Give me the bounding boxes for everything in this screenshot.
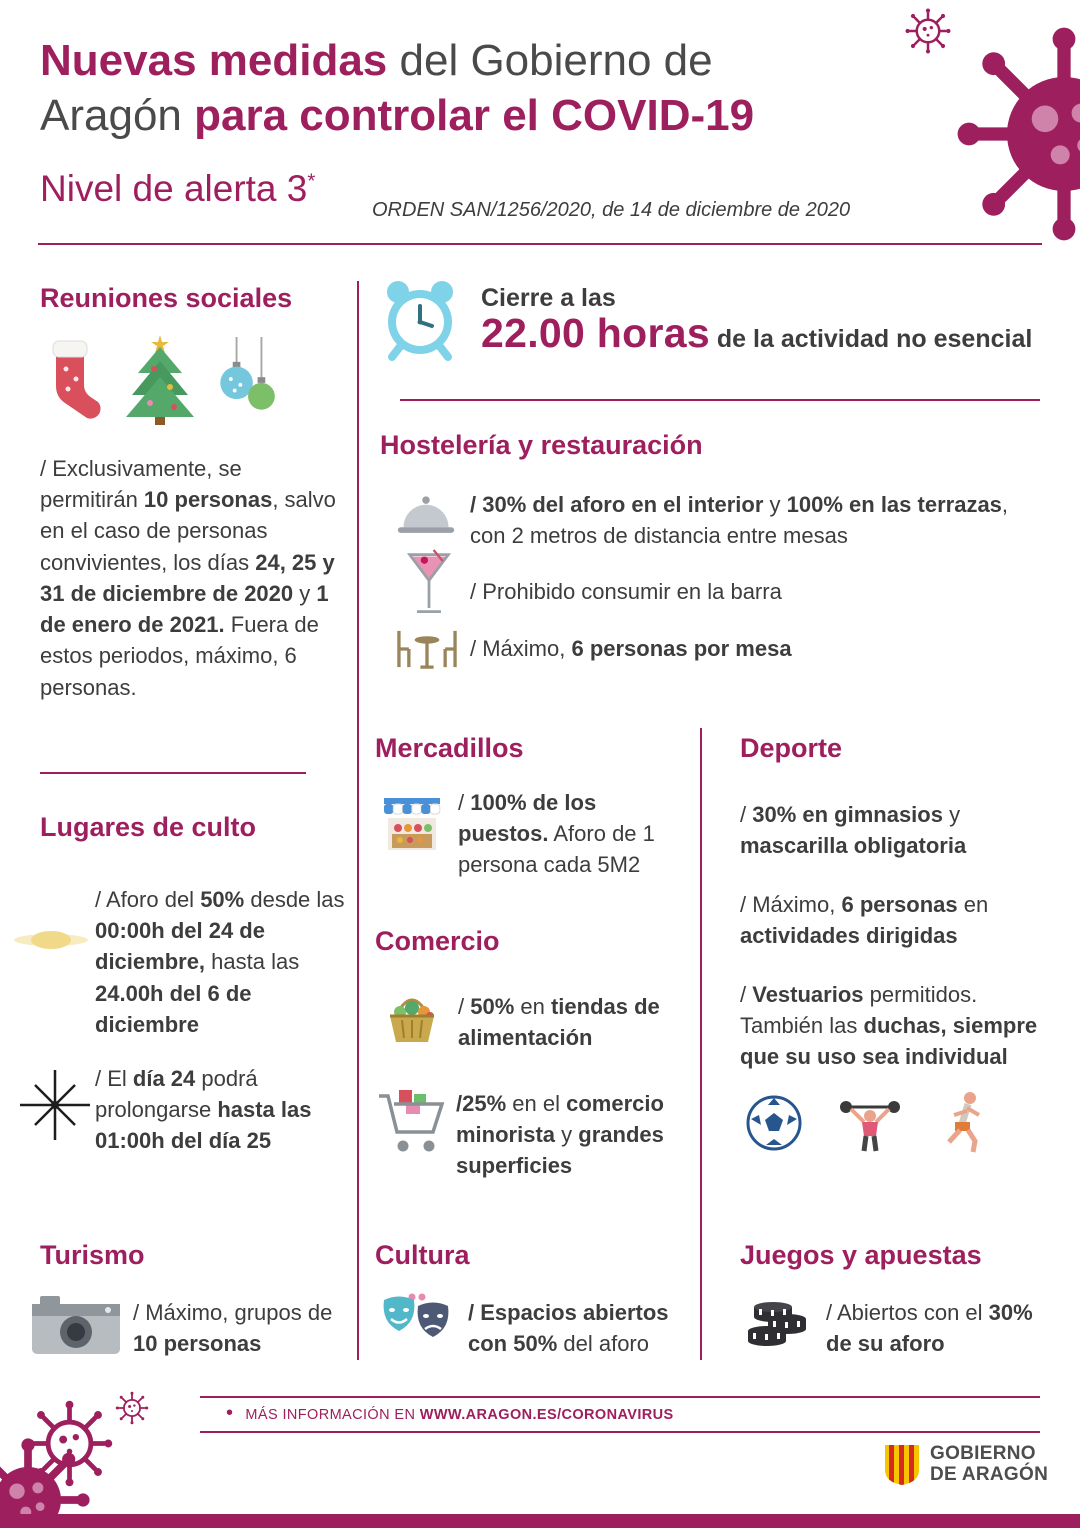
left-column-divider bbox=[40, 772, 306, 774]
band-divider bbox=[400, 399, 1040, 401]
footer-divider-bottom bbox=[200, 1431, 1040, 1433]
hosteleria-text-2: / Prohibido consumir en la barra bbox=[470, 579, 782, 604]
page-title-line2: Aragón para controlar el COVID-19 bbox=[40, 90, 755, 140]
section-heading-deporte: Deporte bbox=[740, 733, 843, 763]
vertical-divider-right bbox=[700, 728, 702, 1360]
logo-text-line1: GOBIERNO bbox=[930, 1443, 1036, 1465]
weightlifter-icon bbox=[838, 1091, 902, 1155]
alarm-clock-icon bbox=[380, 278, 460, 362]
page-title bbox=[40, 34, 890, 143]
shopping-cart-icon bbox=[375, 1084, 447, 1164]
footer-divider-top bbox=[200, 1396, 1040, 1398]
hosteleria-text-1-line2: con 2 metros de distancia entre mesas bbox=[470, 523, 848, 549]
more-info-line: • MÁS INFORMACIÓN EN WWW.ARAGON.ES/CORONAVIRUS bbox=[226, 1402, 674, 1424]
comercio-text-1: / 50% en tiendas de alimentación bbox=[458, 994, 660, 1051]
deporte-text-1: / 30% en gimnasios y mascarilla obligatoria bbox=[740, 802, 967, 859]
hosteleria-text-1 bbox=[470, 489, 1048, 551]
bottom-accent-bar bbox=[0, 1514, 1080, 1528]
section-heading-reuniones: Reuniones sociales bbox=[40, 283, 293, 313]
closing-time-value: 22.00 horas de la actividad no esencial bbox=[481, 310, 1033, 356]
christmas-icons-row bbox=[40, 333, 282, 425]
deporte-text-2: / Máximo, 6 personas en actividades dirigidas bbox=[740, 892, 989, 949]
closing-time-label: Cierre a las bbox=[481, 284, 616, 312]
alert-level: Nivel de alerta 3* bbox=[40, 168, 316, 209]
reuniones-text: / Exclusivamente, se permitirán 10 personas, salvo en el caso de personas convivientes, los días 24, 25 y 31 de diciembre de 2020 y 1 de enero de 2021. Fuera de estos periodos, máximo, 6 personas. bbox=[40, 456, 336, 700]
cultura-text: / Espacios abiertos con 50% del aforo bbox=[468, 1300, 669, 1357]
grocery-basket-icon bbox=[382, 986, 442, 1048]
header-divider bbox=[38, 243, 1042, 245]
poker-chips-icon bbox=[744, 1292, 810, 1352]
camera-icon bbox=[30, 1294, 122, 1358]
virus-icon bbox=[114, 1390, 150, 1426]
section-heading-cultura: Cultura bbox=[375, 1240, 470, 1270]
sport-icons-row bbox=[744, 1090, 992, 1156]
stocking-icon bbox=[40, 337, 104, 425]
logo-text bbox=[930, 1444, 1048, 1486]
section-heading-turismo: Turismo bbox=[40, 1240, 145, 1270]
market-stall-icon bbox=[382, 794, 442, 856]
ornaments-icon bbox=[216, 337, 282, 425]
juegos-text: / Abiertos con el 30% de su aforo bbox=[826, 1300, 1033, 1357]
runner-icon bbox=[936, 1090, 992, 1156]
turismo-text: / Máximo, grupos de 10 personas bbox=[133, 1300, 333, 1357]
mercadillos-text: / 100% de los puestos. Aforo de 1 persona cada 5M2 bbox=[458, 790, 655, 878]
section-heading-juegos: Juegos y apuestas bbox=[740, 1240, 982, 1270]
hosteleria-text-3: / Máximo, 6 personas por mesa bbox=[470, 636, 792, 661]
order-reference: ORDEN SAN/1256/2020, de 14 de diciembre de 2020 bbox=[372, 199, 851, 221]
virus-icon bbox=[950, 20, 1080, 248]
serving-dome-icon bbox=[396, 490, 456, 542]
section-heading-mercadillos: Mercadillos bbox=[375, 733, 524, 763]
cocktail-icon bbox=[406, 546, 452, 624]
hosteleria-text-1-line1: / 30% del aforo en el interior y 100% en las terrazas, bbox=[470, 492, 1009, 517]
section-heading-comercio: Comercio bbox=[375, 926, 500, 956]
glow-icon bbox=[12, 924, 90, 956]
section-heading-culto: Lugares de culto bbox=[40, 812, 257, 842]
deporte-text-3: / Vestuarios permitidos. También las duchas, siempre que su uso sea individual bbox=[740, 982, 1038, 1070]
christmas-tree-icon bbox=[124, 333, 196, 425]
page-title-line1: Nuevas medidas del Gobierno de bbox=[40, 36, 713, 85]
vertical-divider-left bbox=[357, 281, 359, 1360]
culto-text-1: / Aforo del 50% desde las 00:00h del 24 de diciembre, hasta las 24.00h del 6 de diciembre bbox=[95, 887, 345, 1037]
comercio-text-2: /25% en el comercio minorista y grandes superficies bbox=[456, 1091, 664, 1179]
soccer-ball-icon bbox=[744, 1093, 804, 1153]
logo-text-line2: DE ARAGÓN bbox=[930, 1464, 1049, 1485]
culto-text-2: / El día 24 podrá prolongarse hasta las 01:00h del día 25 bbox=[95, 1066, 312, 1154]
gobierno-aragon-logo bbox=[884, 1444, 1048, 1486]
aragon-shield-icon bbox=[884, 1444, 920, 1486]
theater-masks-icon bbox=[376, 1292, 456, 1352]
section-heading-hosteleria: Hostelería y restauración bbox=[380, 430, 703, 460]
virus-icon bbox=[903, 6, 953, 56]
star-icon bbox=[20, 1070, 90, 1140]
table-chairs-icon bbox=[394, 626, 460, 672]
